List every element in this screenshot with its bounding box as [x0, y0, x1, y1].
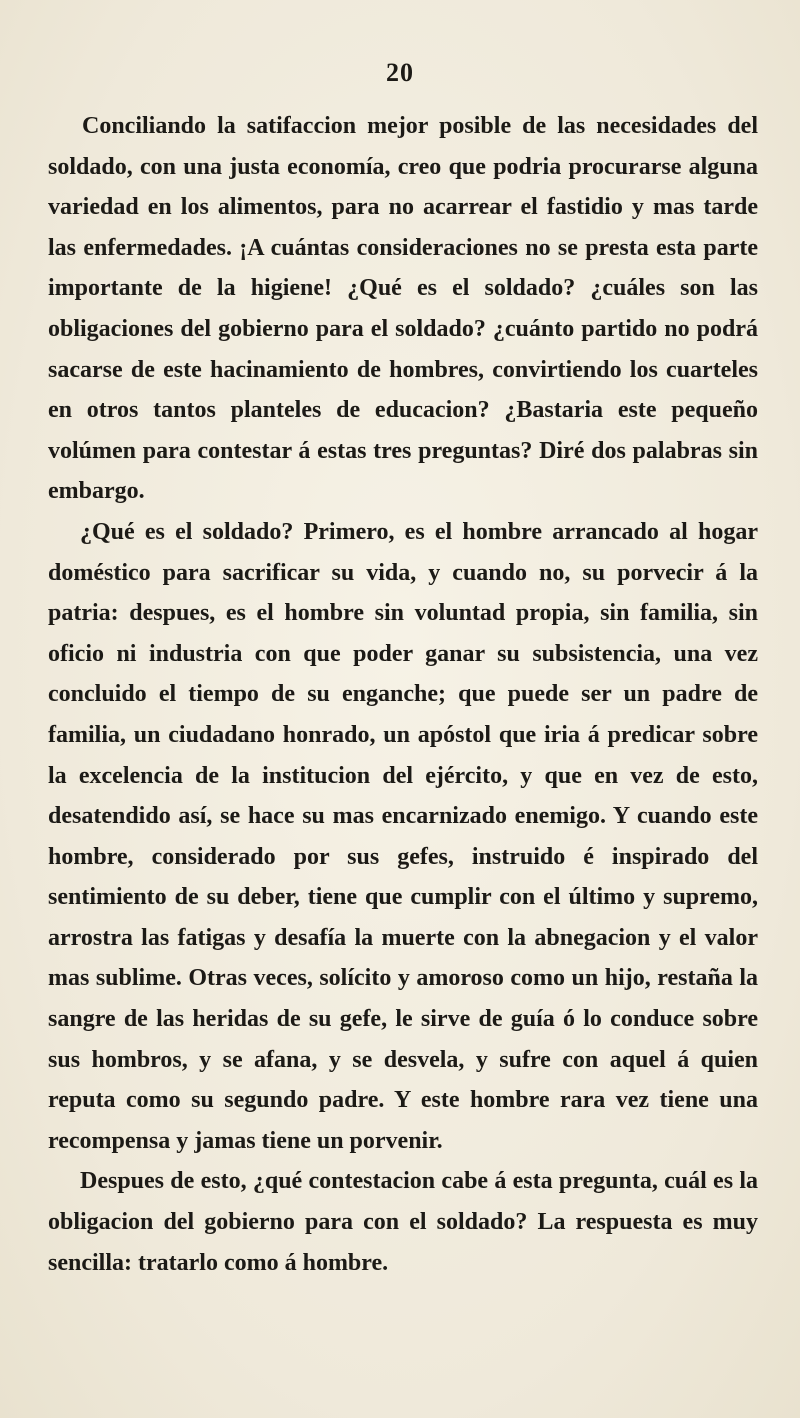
paragraph-conciliando: Conciliando la satifaccion mejor posible de las necesidades del soldado, con una justa economía, creo que podria procurarse alguna variedad en los alimentos, para no acarrear el fastidio y mas tarde las enfermedades. ¡A cuántas consideraciones no se presta esta parte importante de la higiene! ¿Qué es el soldado? ¿cuáles son las obligaciones del gobierno para el soldado? ¿cuánto partido no podrá sacarse de este hacinamiento de hombres, convirtiendo los cuarteles en otros tantos planteles de educacion? ¿Bastaria este pequeño volúmen para contestar á estas tres preguntas? Diré dos palabras sin embargo.	[48, 113, 758, 505]
body-text	[48, 106, 758, 1283]
paragraph-despues-de-esto: Despues de esto, ¿qué contestacion cabe á esta pregunta, cuál es la obligacion del gobierno para con el soldado? La respuesta es muy sencilla: tratarlo como á hombre.	[48, 1168, 758, 1276]
page-number: 20	[386, 58, 414, 87]
paragraph-que-es-el-soldado: ¿Qué es el soldado? Primero, es el hombre arrancado al hogar doméstico para sacrificar su vida, y cuando no, su porvecir á la patria: despues, es el hombre sin voluntad propia, sin familia, sin oficio ni industria con que poder ganar su subsistencia, una vez concluido el tiempo de su enganche; que puede ser un padre de familia, un ciudadano honrado, un apóstol que iria á predicar sobre la excelencia de la institucion del ejército, y que en vez de esto, desatendido así, se hace su mas encarnizado enemigo. Y cuando este hombre, considerado por sus gefes, instruido é inspirado del sentimiento de su deber, tiene que cumplir con el último y supremo, arrostra las fatigas y desafía la muerte con la abnegacion y el valor mas sublime. Otras veces, solícito y amoroso como un hijo, restaña la sangre de las heridas de su gefe, le sirve de guía ó lo conduce sobre sus hombros, y se afana, y se desvela, y sufre con aquel á quien reputa como su segundo padre. Y este hombre rara vez tiene una recompensa y jamas tiene un porvenir.	[48, 518, 758, 1154]
